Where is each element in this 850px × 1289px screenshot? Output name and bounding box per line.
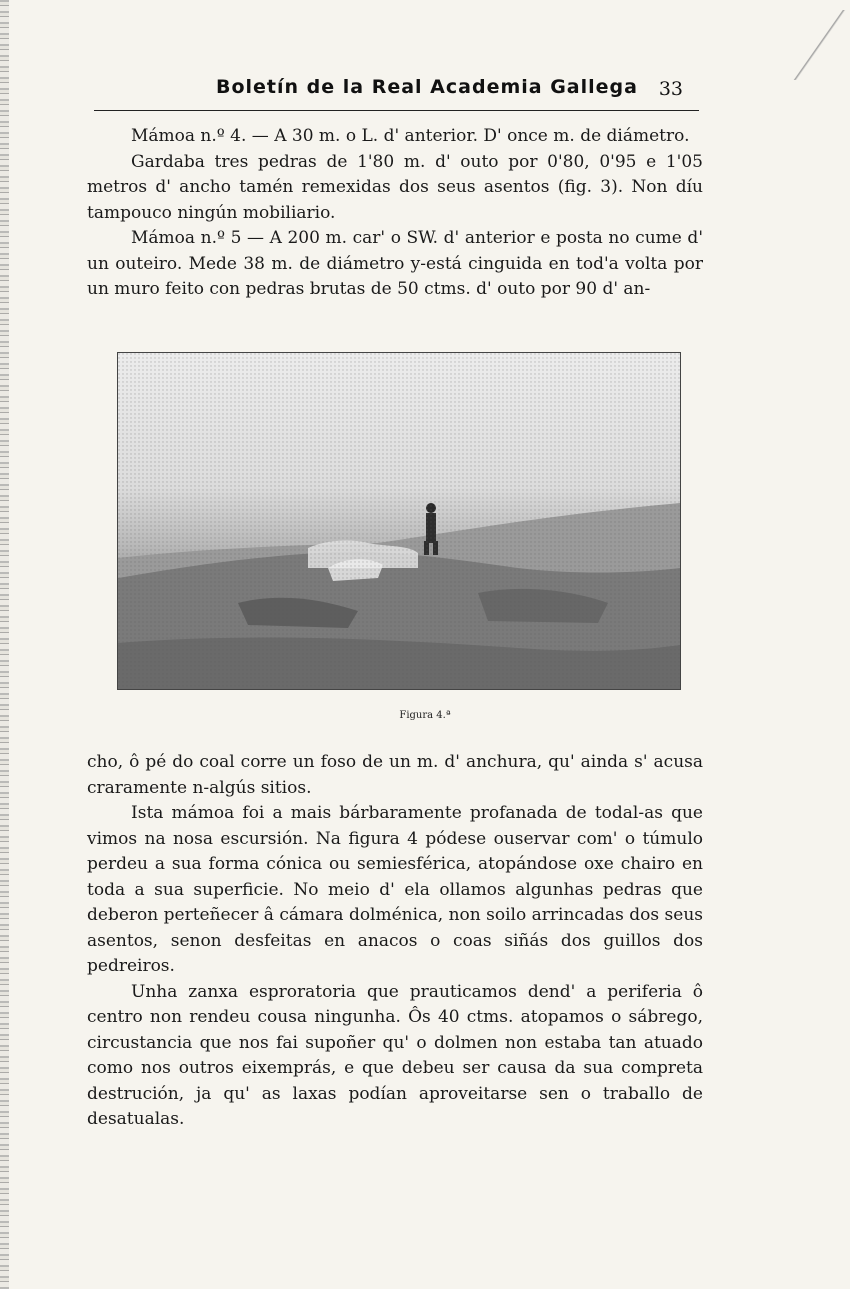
- page-scan-edge: [0, 0, 9, 1289]
- scan-corner-mark: [790, 10, 850, 80]
- text-block-top: [87, 124, 703, 303]
- paragraph-mamoa-4: Mámoa n.º 4. — A 30 m. o L. d' anterior. D' once m. de diámetro.: [131, 126, 690, 146]
- page-number: 33: [658, 78, 683, 100]
- paragraph-profanada: Ista mámoa foi a mais bárbaramente profanada de todal-as que vimos na nosa escursión. Na figura 4 pódese ouservar com' o túmulo perdeu a sua forma cónica ou semiesférica, atopándose oxe chairo en toda a sua superficie. No meio d' ela ollamos algunhas pedras que deberon perteñecer â cámara dolménica, non soilo arrincadas dos seus asentos, senon desfeitas en anacos o coas siñás dos guillos dos pedreiros.: [87, 803, 703, 976]
- landscape-photo: [118, 353, 680, 689]
- paragraph-zanxa: Unha zanxa esproratoria que prauticamos dend' a periferia ô centro non rendeu cousa ningunha. Ôs 40 ctms. atopamos o sábrego, circustancia que nos fai supoñer qu' o dolmen non estaba tan atuado como nos outros eixemprás, e que debeu ser causa da sua compreta destrución, ja qu' as laxas podían aproveitarse sen o traballo de desatualas.: [87, 981, 703, 1129]
- figure-4-photograph: [117, 352, 681, 690]
- text-block-bottom: [87, 750, 703, 1133]
- paragraph-mamoa-5: Mámoa n.º 5 — A 200 m. car' o SW. d' anterior e posta no cume d' un outeiro. Mede 38 m. de diámetro y-está cinguida en tod'a volta por un muro feito con pedras brutas de 50 ctms. d' outo por 90 d' an-: [87, 228, 703, 299]
- figure-caption: Figura 4.ª: [399, 710, 451, 721]
- header-title: Boletín de la Real Academia Gallega: [216, 76, 638, 98]
- paragraph-gardaba: Gardaba tres pedras de 1'80 m. d' outo por 0'80, 0'95 e 1'05 metros d' ancho tamén remexidas dos seus asentos (fig. 3). Non díu tampouco ningún mobiliario.: [87, 151, 703, 223]
- running-header: [94, 70, 699, 111]
- paragraph-continuation: cho, ô pé do coal corre un foso de un m. d' anchura, qu' ainda s' acusa craramente n-algús sitios.: [87, 752, 703, 798]
